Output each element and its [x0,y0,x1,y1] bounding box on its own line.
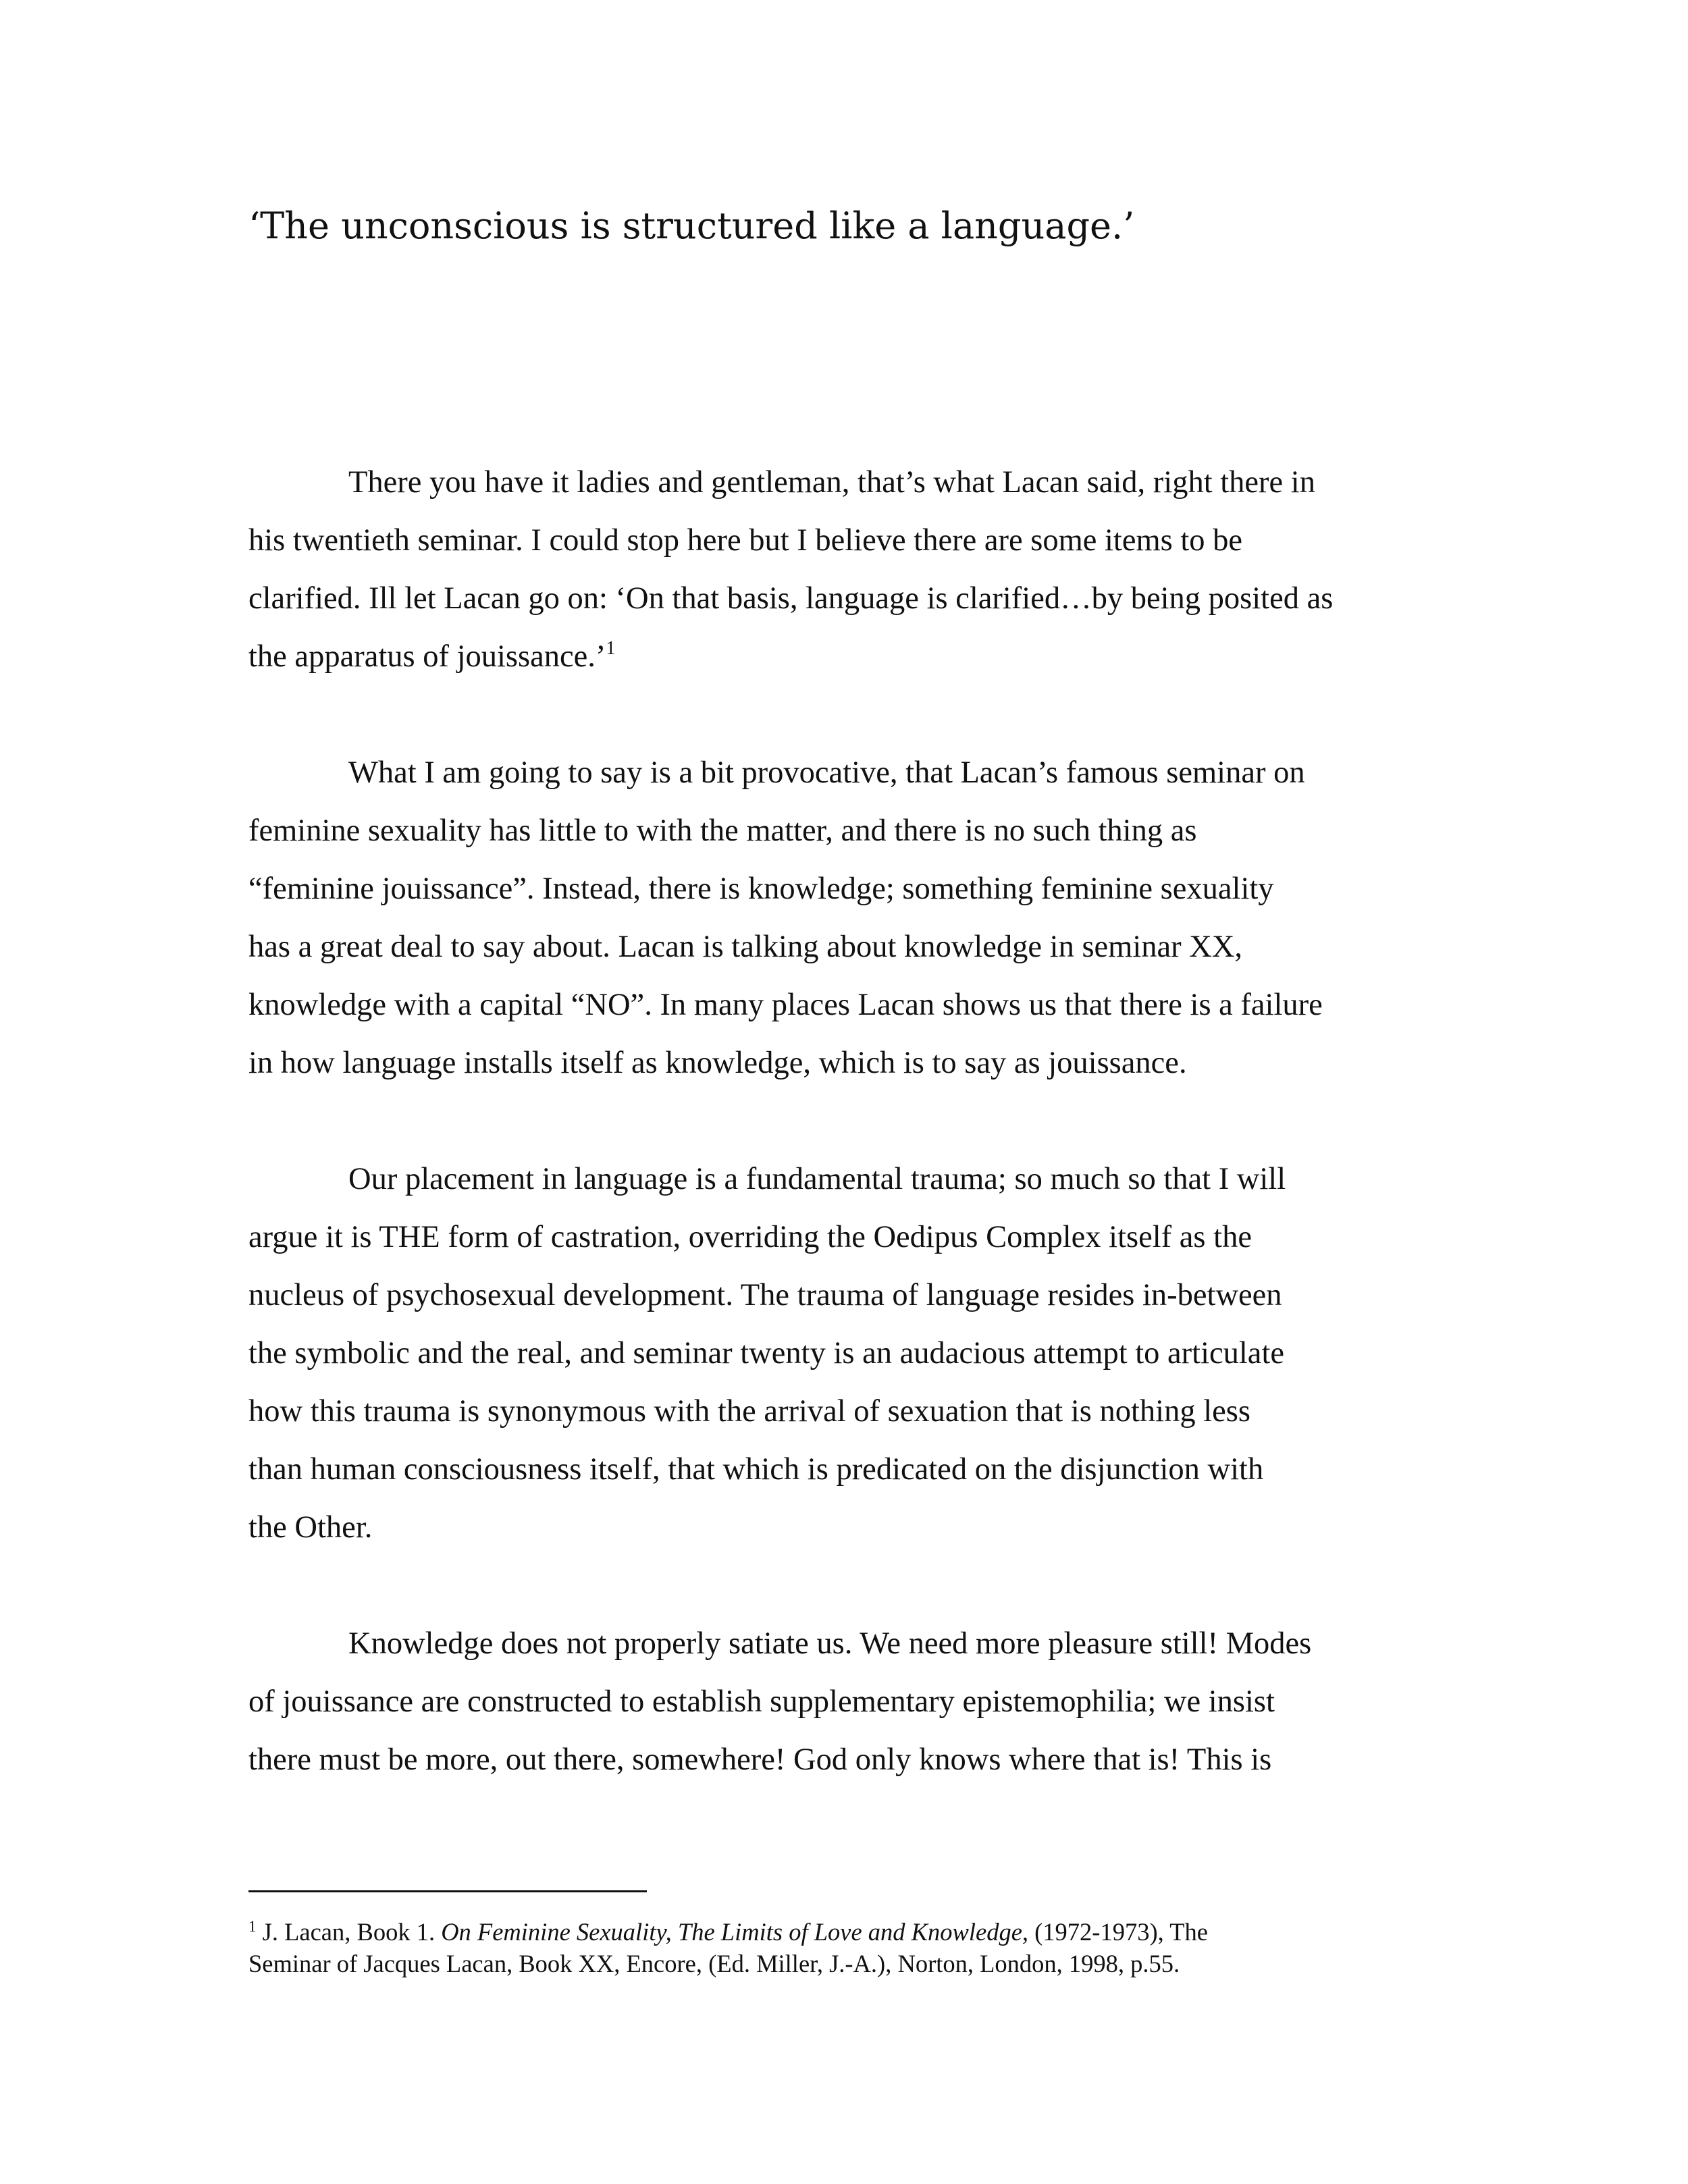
paragraph-line [248,628,1444,686]
paragraph-3 [248,1150,1444,1557]
footnote-text: (1972-1973), The [1028,1918,1208,1946]
paragraph-line: argue it is THE form of castration, overriding the Oedipus Complex itself as the [248,1220,1252,1254]
paragraph-line: What I am going to say is a bit provocative, that Lacan’s famous seminar on [348,755,1305,790]
footnote-line [248,1916,1444,1948]
paragraph-line-text: the apparatus of jouissance.’ [248,639,606,674]
paragraph-line: of jouissance are constructed to establish supplementary epistemophilia; we insist [248,1684,1275,1719]
paragraph-line: feminine sexuality has little to with the matter, and there is no such thing as [248,814,1197,848]
footnote [248,1916,1444,1979]
paragraph-line: in how language installs itself as knowledge, which is to say as jouissance. [248,1046,1187,1080]
paragraph-line: has a great deal to say about. Lacan is talking about knowledge in seminar XX, [248,930,1243,964]
paragraph-line: how this trauma is synonymous with the arrival of sexuation that is nothing less [248,1394,1250,1429]
paragraph-line: nucleus of psychosexual development. The trauma of language resides in-between [248,1278,1282,1312]
paragraph-line: there must be more, out there, somewhere! God only knows where that is! This is [248,1742,1272,1777]
paragraph-line: the symbolic and the real, and seminar twenty is an audacious attempt to articulate [248,1336,1285,1370]
footnote-line: Seminar of Jacques Lacan, Book XX, Encore, (Ed. Miller, J.-A.), Norton, London, 1998, p.55. [248,1950,1180,1977]
paragraph-line: clarified. Ill let Lacan go on: ‘On that basis, language is clarified…by being posited as [248,581,1334,616]
paragraph-line: There you have it ladies and gentleman, that’s what Lacan said, right there in [348,465,1315,500]
paragraph-line: Knowledge does not properly satiate us. We need more pleasure still! Modes [348,1626,1312,1661]
paragraph-line: the Other. [248,1510,373,1545]
paragraph-2 [248,744,1444,1092]
paragraph-line: “feminine jouissance”. Instead, there is knowledge; something feminine sexuality [248,872,1274,906]
paragraph-line: his twentieth seminar. I could stop here but I believe there are some items to be [248,523,1243,558]
paragraph-line: Our placement in language is a fundamental trauma; so much so that I will [348,1162,1286,1196]
footnote-reference[interactable]: 1 [606,638,616,659]
footnote-mark: 1 [248,1918,257,1935]
footnote-title-italic: On Feminine Sexuality, The Limits of Love and Knowledge, [441,1918,1029,1946]
paragraph-1 [248,454,1444,686]
paragraph-line: knowledge with a capital “NO”. In many places Lacan shows us that there is a failure [248,988,1323,1022]
page-title: ‘The unconscious is structured like a language.’ [248,205,1135,247]
body-text [248,454,1444,1789]
paragraph-line: than human consciousness itself, that which is predicated on the disjunction with [248,1452,1264,1487]
paragraph-4 [248,1615,1444,1789]
footnote-text: J. Lacan, Book 1. [256,1918,442,1946]
footnote-separator [248,1890,647,1892]
